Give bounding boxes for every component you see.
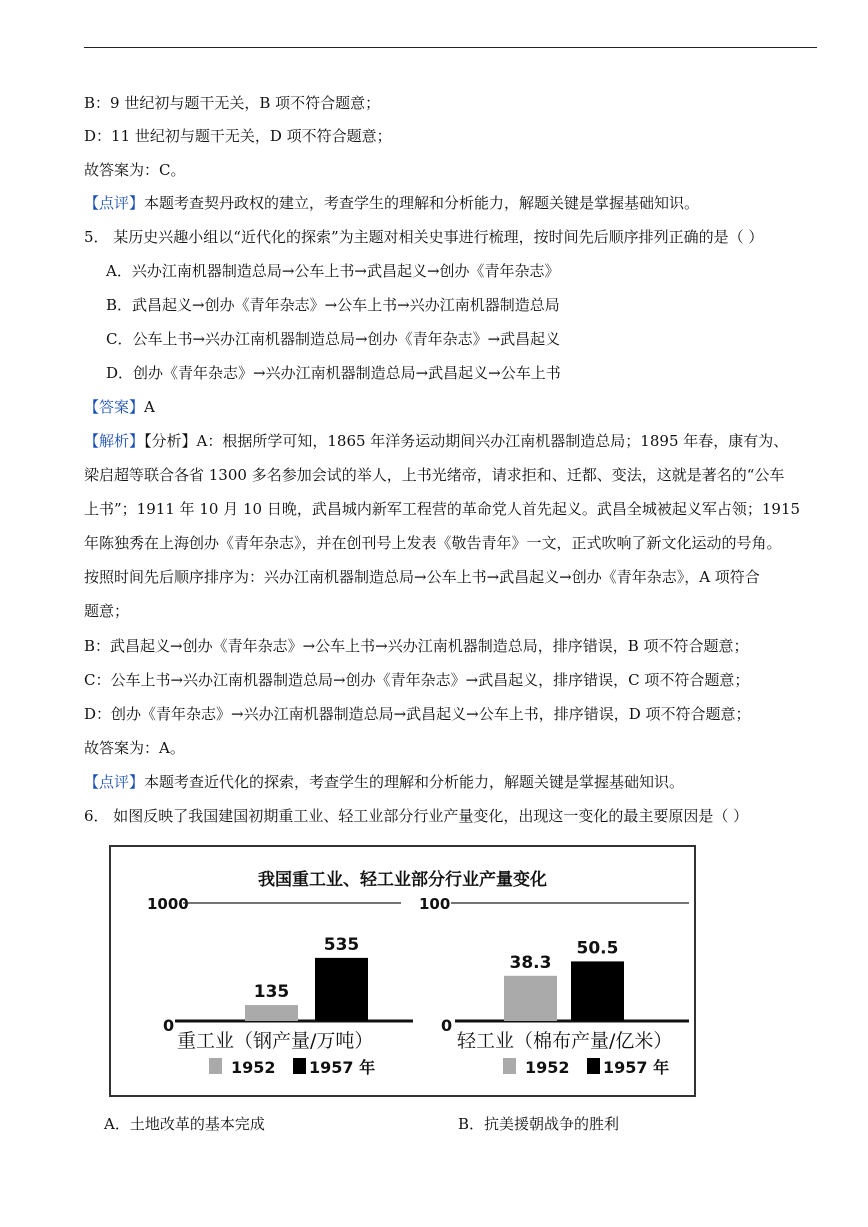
- header-rule: [84, 47, 817, 48]
- y-tick-label: 0: [441, 1016, 453, 1035]
- analysis-tag: 【解析】: [84, 432, 145, 450]
- legend-label: 1952: [231, 1058, 276, 1077]
- chart-title: 我国重工业、轻工业部分行业产量变化: [258, 870, 547, 890]
- analysis-line: 梁启超等联合各省 1300 多名参加会试的举人，上书光绪帝，请求拒和、迁都、变法，这就是著名的“公车: [84, 466, 785, 484]
- bar-chart: [109, 845, 696, 1097]
- y-tick-label: 0: [163, 1016, 175, 1035]
- analysis-line: 题意；: [84, 602, 130, 620]
- analysis-line: D：创办《青年杂志》→兴办江南机器制造总局→武昌起义→公车上书，排序错误，D 项不符合题意；: [84, 705, 751, 723]
- analysis-subtag: 【分析】: [144, 432, 197, 450]
- q6-option-a: A．土地改革的基本完成: [104, 1115, 265, 1133]
- legend-swatch-1952: [209, 1058, 222, 1074]
- answer-tag: 【答案】: [84, 398, 145, 416]
- q6-option-b: B．抗美援朝战争的胜利: [458, 1115, 620, 1133]
- legend-label: 1952: [525, 1058, 570, 1077]
- bar-1957: [571, 961, 624, 1021]
- x-axis-label: 重工业（钢产量/万吨）: [177, 1030, 374, 1052]
- data-label: 135: [253, 982, 290, 1003]
- text-line: D：11 世纪初与题干无关，D 项不符合题意；: [84, 127, 392, 145]
- comment-text: 本题考查近代化的探索，考查学生的理解和分析能力，解题关键是掌握基础知识。: [144, 773, 685, 791]
- y-tick-label: 1000: [147, 895, 189, 913]
- legend-label: 1957 年: [309, 1058, 376, 1077]
- comment-tag: 【点评】: [84, 194, 145, 212]
- question-5-stem: 5． 某历史兴趣小组以“近代化的探索”为主题对相关史事进行梳理，按时间先后顺序排列正确的是（ ）: [84, 228, 764, 246]
- analysis-line: 按照时间先后顺序排序为：兴办江南机器制造总局→公车上书→武昌起义→创办《青年杂志》，A 项符合: [84, 568, 760, 586]
- bar-1952: [504, 976, 557, 1021]
- q5-option-b: B．武昌起义→创办《青年杂志》→公车上书→兴办江南机器制造总局: [106, 296, 560, 314]
- legend-swatch-1952: [503, 1058, 516, 1074]
- text-line: 故答案为：C。: [84, 161, 186, 179]
- analysis-line: 故答案为：A。: [84, 739, 185, 757]
- question-6-stem: 6． 如图反映了我国建国初期重工业、轻工业部分行业产量变化，出现这一变化的最主要原因是（ ）: [84, 807, 749, 825]
- q5-option-a: A．兴办江南机器制造总局→公车上书→武昌起义→创办《青年杂志》: [106, 262, 560, 280]
- answer-line: [84, 397, 155, 417]
- x-axis-label: 轻工业（棉布产量/亿米）: [457, 1030, 673, 1052]
- analysis-text: A：根据所学可知，1865 年洋务运动期间兴办江南机器制造总局；1895 年春，康有为、: [196, 432, 789, 450]
- comment-tag: 【点评】: [84, 773, 145, 791]
- analysis-line: B：武昌起义→创办《青年杂志》→公车上书→兴办江南机器制造总局，排序错误，B 项不符合题意；: [84, 637, 749, 655]
- data-label: 38.3: [509, 952, 552, 973]
- analysis-line: 上书”；1911 年 10 月 10 日晚，武昌城内新军工程营的革命党人首先起义。武昌全城被起义军占领；1915: [84, 500, 801, 518]
- comment-text: 本题考查契丹政权的建立，考查学生的理解和分析能力，解题关键是掌握基础知识。: [144, 194, 700, 212]
- analysis-line: 年陈独秀在上海创办《青年杂志》，并在创刊号上发表《敬告青年》一文，正式吹响了新文化运动的号角。: [84, 534, 782, 552]
- q5-option-d: D．创办《青年杂志》→兴办江南机器制造总局→武昌起义→公车上书: [106, 364, 561, 382]
- bar-1952: [245, 1005, 298, 1021]
- y-tick-label: 100: [419, 895, 451, 913]
- legend-label: 1957 年: [603, 1058, 670, 1077]
- q5-option-c: C．公车上书→兴办江南机器制造总局→创办《青年杂志》→武昌起义: [106, 330, 561, 348]
- answer-value: A: [144, 398, 155, 416]
- data-label: 535: [323, 934, 360, 955]
- comment-line: [84, 193, 699, 213]
- chart-svg: [111, 847, 694, 1095]
- legend-swatch-1957: [293, 1058, 306, 1074]
- comment-line: [84, 772, 684, 792]
- text-line: B：9 世纪初与题干无关，B 项不符合题意；: [84, 94, 381, 112]
- analysis-line: C：公车上书→兴办江南机器制造总局→创办《青年杂志》→武昌起义，排序错误，C 项不符合题意；: [84, 671, 750, 689]
- bar-1957: [315, 958, 368, 1021]
- legend-swatch-1957: [587, 1058, 600, 1074]
- analysis-line: [84, 431, 788, 451]
- data-label: 50.5: [576, 938, 619, 959]
